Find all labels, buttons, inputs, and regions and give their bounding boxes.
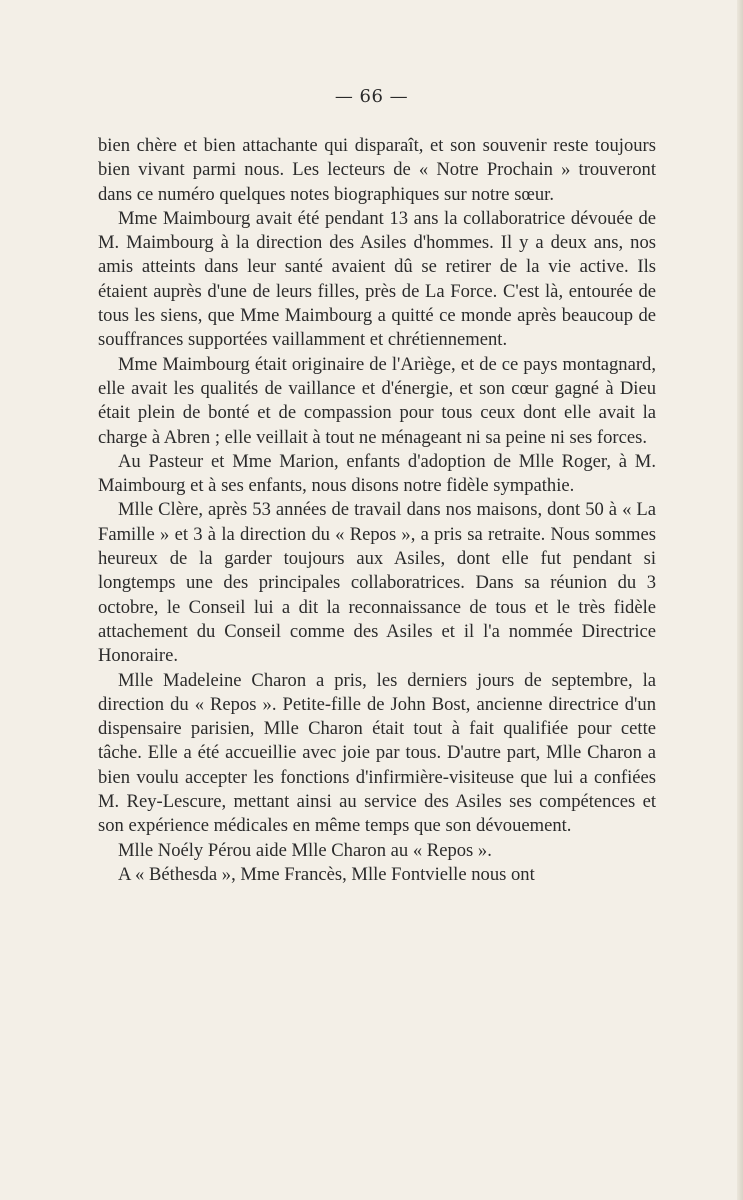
page-number: — 66 — — [334, 86, 409, 107]
paragraph-bethesda: A « Béthesda », Mme Francès, Mlle Fontvielle nous ont — [118, 863, 535, 885]
paragraph-perou: Mlle Noély Pérou aide Mlle Charon au « Repos ». — [118, 839, 492, 861]
paragraph-continuation: bien chère et bien attachante qui disparaît, et son souvenir reste toujours bien vivant parmi nous. Les lecteurs de « Notre Prochain » trouveront dans ce numéro quelques notes biographiques sur notre sœur. — [98, 135, 656, 205]
page-edge — [737, 0, 743, 1200]
paragraph-maimbourg-origin: Mme Maimbourg était originaire de l'Ariège, et de ce pays montagnard, elle avait les qualités de vaillance et d'énergie, et son cœur gagné à Dieu était plein de bonté et de compassion pour tous ceux dont elle avait la charge à Abren ; elle veillait à tout ne ménageant ni sa peine ni ses forces. — [98, 353, 656, 448]
body-text — [98, 134, 656, 887]
paragraph-maimbourg-biography: Mme Maimbourg avait été pendant 13 ans la collaboratrice dévouée de M. Maimbourg à la direction des Asiles d'hommes. Il y a deux ans, nos amis atteints dans leur santé avaient dû se retirer de la vie active. Ils étaient auprès d'une de leurs filles, près de La Force. C'est là, entourée de tous les siens, que Mme Maimbourg a quitté ce monde après beaucoup de souffrances supportées vaillamment et chrétiennement. — [98, 207, 656, 351]
paragraph-clere-retirement: Mlle Clère, après 53 années de travail dans nos maisons, dont 50 à « La Famille » et 3 à la direction du « Repos », a pris sa retraite. Nous sommes heureux de la garder toujours aux Asiles, dont elle fut pendant si longtemps une des principales collaboratrices. Dans sa réunion du 3 octobre, le Conseil lui a dit la reconnaissance de tous et le très fidèle attachement du Conseil comme des Asiles et il l'a nommée Directrice Honoraire. — [98, 499, 656, 667]
paragraph-charon-direction: Mlle Madeleine Charon a pris, les derniers jours de septembre, la direction du « Repos ». Petite-fille de John Bost, ancienne directrice d'un dispensaire parisien, Mlle Charon était tout à fait qualifiée pour cette tâche. Elle a été accueillie avec joie par tous. D'autre part, Mlle Charon a bien voulu accepter les fonctions d'infirmière-visiteuse que lui a confiées M. Rey-Lescure, mettant ainsi au service des Asiles ses compétences et son expérience médicales en même temps que son dévouement. — [98, 669, 656, 837]
paragraph-sympathy: Au Pasteur et Mme Marion, enfants d'adoption de Mlle Roger, à M. Maimbourg et à ses enfants, nous disons notre fidèle sympathie. — [98, 450, 656, 497]
